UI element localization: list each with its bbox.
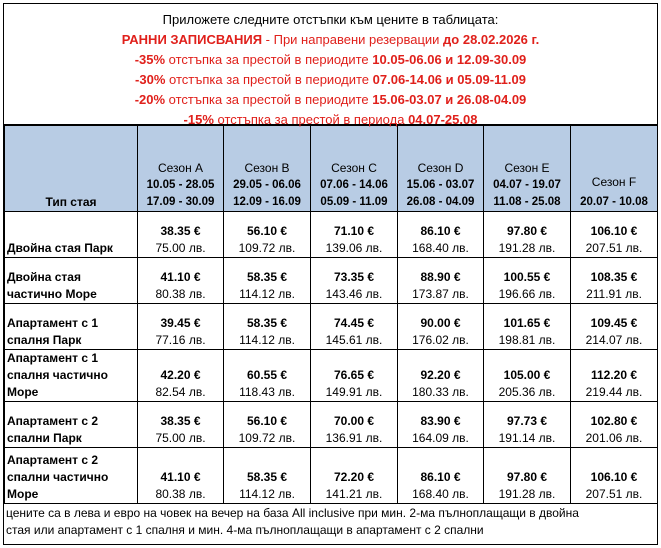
price-eur: 86.10 € <box>420 224 461 238</box>
season-c-header: Сезон C 07.06 - 14.06 05.09 - 11.09 <box>311 126 398 212</box>
price-table <box>4 125 658 504</box>
price-cell <box>138 350 224 402</box>
price-cell <box>311 402 398 448</box>
price-bgn: 82.54 лв. <box>155 385 206 399</box>
room-type-label: Апартамент с 2 <box>7 414 99 428</box>
price-cell <box>571 258 658 304</box>
price-cell <box>311 258 398 304</box>
price-bgn: 173.87 лв. <box>412 287 469 301</box>
price-eur: 101.65 € <box>503 316 551 330</box>
price-eur: 60.55 € <box>246 368 288 382</box>
price-cell <box>484 448 571 504</box>
price-bgn: 77.16 лв. <box>155 333 206 347</box>
room-type-label: Двойна стая Парк <box>7 241 113 255</box>
price-sheet <box>3 3 658 545</box>
price-eur: 58.35 € <box>246 316 288 330</box>
price-cell <box>484 304 571 350</box>
table-row <box>5 402 658 448</box>
season-f-header: Сезон F 20.07 - 10.08 <box>571 126 658 212</box>
price-eur: 74.45 € <box>333 316 375 330</box>
price-bgn: 207.51 лв. <box>585 487 643 501</box>
room-type-label: Море <box>7 385 39 399</box>
price-bgn: 176.02 лв. <box>412 333 469 347</box>
room-type-label: спалня частично <box>7 368 108 382</box>
room-type-label: спалня Парк <box>7 333 82 347</box>
price-cell <box>224 258 311 304</box>
price-eur: 109.45 € <box>590 316 638 330</box>
price-eur: 41.10 € <box>160 270 201 284</box>
discount-35-line: -35% отстъпка за престой в периодите 10.05-06.06 и 12.09-30.09 <box>134 52 527 67</box>
price-eur: 97.73 € <box>506 414 548 428</box>
price-eur: 41.10 € <box>160 470 201 484</box>
price-bgn: 80.38 лв. <box>155 287 206 301</box>
price-cell <box>398 304 484 350</box>
price-eur: 39.45 € <box>160 316 201 330</box>
price-eur: 88.90 € <box>420 270 461 284</box>
price-bgn: 180.33 лв. <box>412 385 469 399</box>
price-eur: 71.10 € <box>333 224 375 238</box>
price-cell <box>311 350 398 402</box>
price-eur: 58.35 € <box>246 470 288 484</box>
price-eur: 70.00 € <box>333 414 375 428</box>
room-type-label: Апартамент с 2 <box>7 453 99 467</box>
season-e-header: Сезон E 04.07 - 19.07 11.08 - 25.08 <box>484 126 571 212</box>
price-cell <box>571 448 658 504</box>
price-bgn: 219.44 лв. <box>585 385 643 399</box>
price-eur: 83.90 € <box>420 414 461 428</box>
price-eur: 108.35 € <box>590 270 638 284</box>
price-cell <box>138 258 224 304</box>
price-cell <box>571 350 658 402</box>
price-cell <box>398 402 484 448</box>
price-bgn: 191.28 лв. <box>498 487 556 501</box>
price-bgn: 207.51 лв. <box>585 241 643 255</box>
price-bgn: 118.43 лв. <box>239 385 295 399</box>
price-bgn: 214.07 лв. <box>585 333 643 347</box>
price-cell <box>571 212 658 258</box>
table-row <box>5 304 658 350</box>
price-bgn: 141.21 лв. <box>325 487 383 501</box>
price-cell <box>138 402 224 448</box>
price-bgn: 80.38 лв. <box>155 487 206 501</box>
price-eur: 112.20 € <box>590 368 638 382</box>
early-booking-line: РАННИ ЗАПИСВАНИЯ - При направени резервации до 28.02.2026 г. <box>121 32 540 47</box>
price-bgn: 191.14 лв. <box>498 431 556 445</box>
price-eur: 100.55 € <box>503 270 551 284</box>
room-type-cell <box>5 212 138 258</box>
room-type-header: Тип стая <box>5 126 138 212</box>
room-type-label: Апартамент с 1 <box>7 316 99 330</box>
header-row <box>5 126 658 212</box>
price-bgn: 136.91 лв. <box>325 431 383 445</box>
price-bgn: 149.91 лв. <box>325 385 383 399</box>
price-eur: 97.80 € <box>506 224 548 238</box>
room-type-label: спални Парк <box>7 431 82 445</box>
price-cell <box>311 304 398 350</box>
price-eur: 97.80 € <box>506 470 548 484</box>
room-type-label: частично Море <box>7 287 97 301</box>
table-row <box>5 212 658 258</box>
price-bgn: 168.40 лв. <box>412 241 469 255</box>
price-eur: 73.35 € <box>333 270 375 284</box>
price-cell <box>224 402 311 448</box>
price-cell <box>398 212 484 258</box>
price-bgn: 211.91 лв. <box>586 287 642 301</box>
price-eur: 90.00 € <box>420 316 461 330</box>
price-eur: 92.20 € <box>420 368 461 382</box>
room-type-cell <box>5 402 138 448</box>
price-cell <box>484 350 571 402</box>
price-cell <box>484 258 571 304</box>
price-bgn: 114.12 лв. <box>239 333 295 347</box>
discount-30-line: -30% отстъпка за престой в периодите 07.06-14.06 и 05.09-11.09 <box>135 72 526 87</box>
room-type-cell <box>5 448 138 504</box>
room-type-cell <box>5 304 138 350</box>
price-bgn: 201.06 лв. <box>585 431 643 445</box>
price-eur: 106.10 € <box>590 224 638 238</box>
price-bgn: 114.12 лв. <box>239 487 295 501</box>
price-cell <box>398 350 484 402</box>
room-type-label: Апартамент с 1 <box>7 351 99 365</box>
price-bgn: 191.28 лв. <box>498 241 556 255</box>
price-eur: 38.35 € <box>160 414 201 428</box>
price-cell <box>138 448 224 504</box>
price-cell <box>224 350 311 402</box>
price-eur: 58.35 € <box>246 270 288 284</box>
price-eur: 72.20 € <box>333 470 375 484</box>
room-type-cell <box>5 258 138 304</box>
price-eur: 105.00 € <box>503 368 551 382</box>
price-bgn: 75.00 лв. <box>155 431 206 445</box>
price-bgn: 205.36 лв. <box>498 385 556 399</box>
price-cell <box>224 304 311 350</box>
table-row <box>5 258 658 304</box>
price-cell <box>484 402 571 448</box>
price-bgn: 139.06 лв. <box>325 241 383 255</box>
table-row <box>5 350 658 402</box>
table-row <box>5 448 658 504</box>
season-a-header: Сезон A 10.05 - 28.05 17.09 - 30.09 <box>138 126 224 212</box>
price-bgn: 168.40 лв. <box>412 487 469 501</box>
price-cell <box>224 212 311 258</box>
price-bgn: 75.00 лв. <box>155 241 206 255</box>
pricing-note: цените са в лева и евро на човек на вечер на база All inclusive при мин. 2-ма пълноплащащи в двойна стая или апартамент с 1 спалня и мин. 4-ма пълноплащащи в апартамент с 2 спални <box>6 506 579 537</box>
season-b-header: Сезон B 29.05 - 06.06 12.09 - 16.09 <box>224 126 311 212</box>
price-cell <box>398 258 484 304</box>
price-bgn: 164.09 лв. <box>412 431 469 445</box>
price-bgn: 114.12 лв. <box>239 287 295 301</box>
price-eur: 56.10 € <box>246 224 288 238</box>
intro-heading: Приложете следните отстъпки към цените в таблицата: <box>162 12 499 27</box>
price-cell <box>484 212 571 258</box>
room-type-label: Двойна стая <box>7 270 81 284</box>
room-type-label: Море <box>7 487 39 501</box>
price-cell <box>311 212 398 258</box>
price-cell <box>224 448 311 504</box>
room-type-label: спални частично <box>7 470 109 484</box>
price-cell <box>398 448 484 504</box>
price-eur: 76.65 € <box>333 368 375 382</box>
season-d-header: Сезон D 15.06 - 03.07 26.08 - 04.09 <box>398 126 484 212</box>
price-eur: 38.35 € <box>160 224 201 238</box>
price-bgn: 109.72 лв. <box>238 241 296 255</box>
price-cell <box>138 212 224 258</box>
price-eur: 102.80 € <box>590 414 638 428</box>
price-bgn: 143.46 лв. <box>325 287 383 301</box>
price-cell <box>311 448 398 504</box>
price-bgn: 109.72 лв. <box>238 431 296 445</box>
price-cell <box>138 304 224 350</box>
price-bgn: 196.66 лв. <box>498 287 556 301</box>
discount-20-line: -20% отстъпка за престой в периодите 15.06-03.07 и 26.08-04.09 <box>134 92 527 107</box>
price-bgn: 198.81 лв. <box>498 333 556 347</box>
price-eur: 106.10 € <box>590 470 638 484</box>
discount-15-line: -15% отстъпка за престой в периода 04.07-25.08 <box>183 112 478 127</box>
price-eur: 86.10 € <box>420 470 461 484</box>
discount-intro <box>4 4 657 125</box>
price-cell <box>571 304 658 350</box>
room-type-cell <box>5 350 138 402</box>
price-eur: 42.20 € <box>160 368 201 382</box>
price-eur: 56.10 € <box>246 414 288 428</box>
price-bgn: 145.61 лв. <box>325 333 383 347</box>
price-cell <box>571 402 658 448</box>
